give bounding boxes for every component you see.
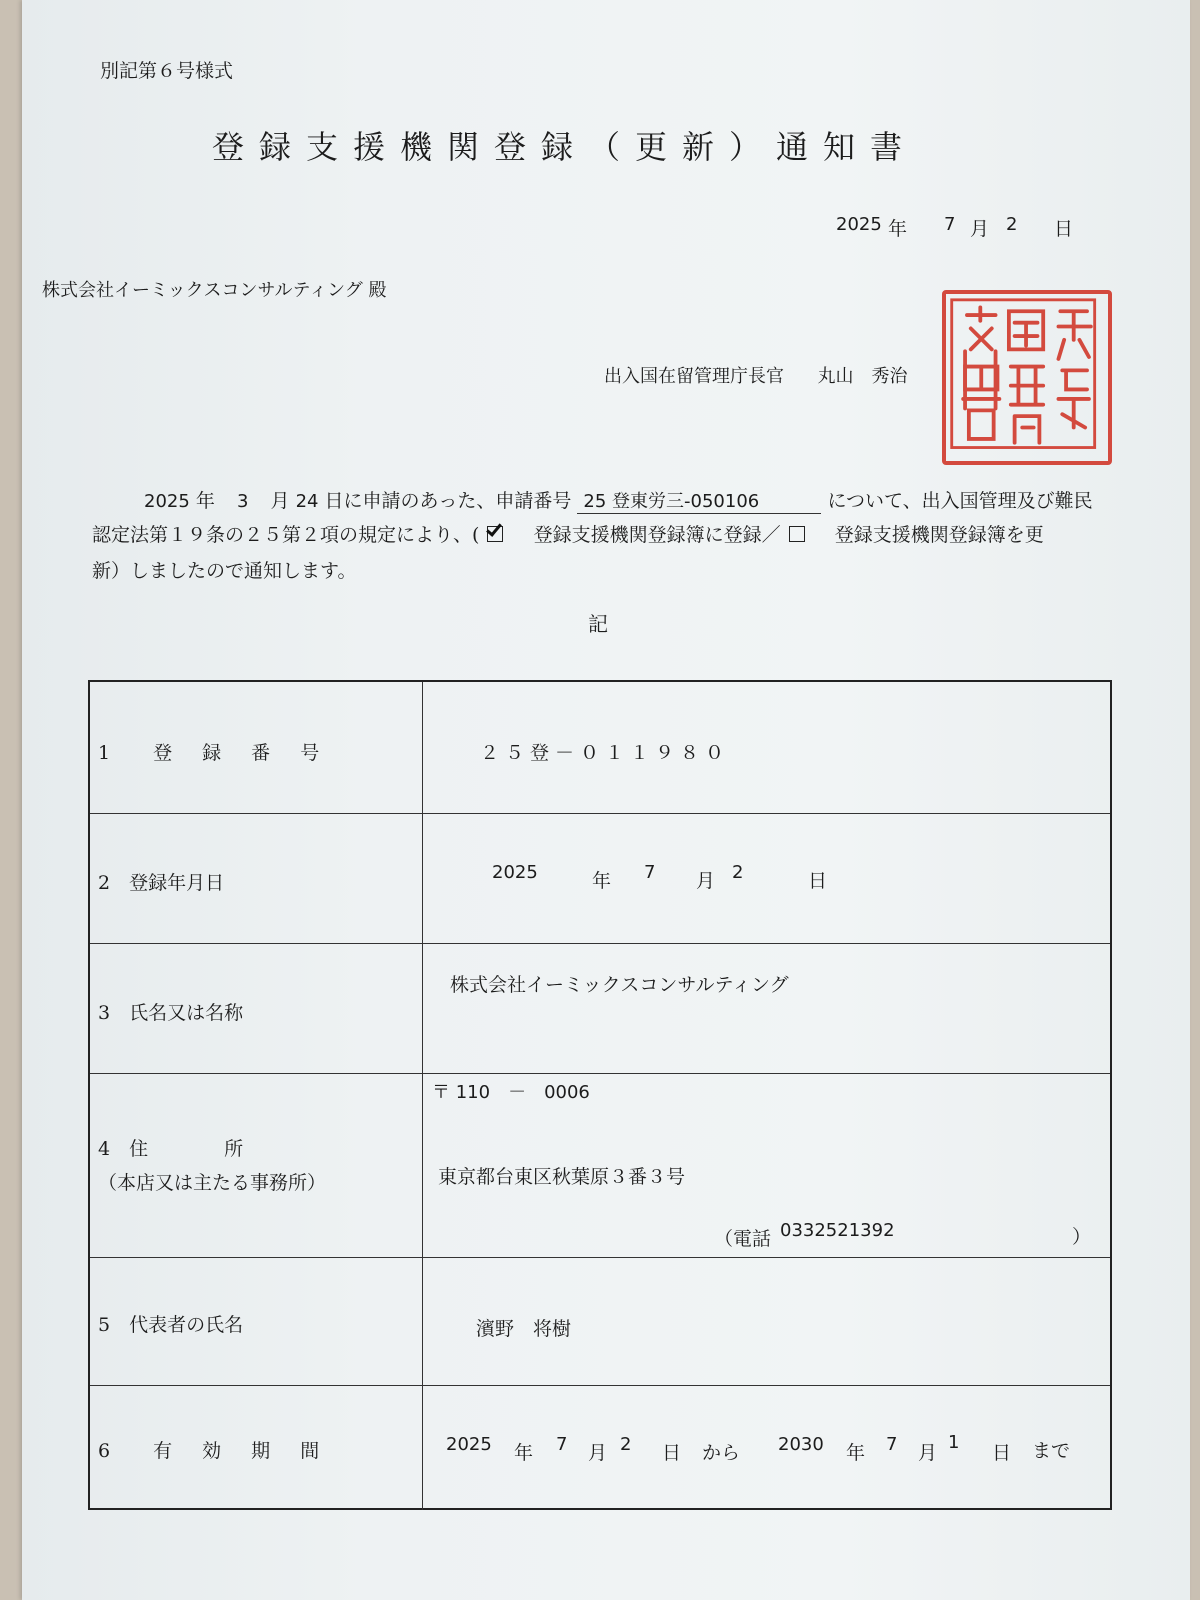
validity-to-month: 7 — [886, 1434, 898, 1455]
validity-to-text: まで — [1032, 1440, 1071, 1462]
validity-from-day: 2 — [620, 1434, 632, 1455]
sender — [604, 362, 907, 388]
table-row — [90, 944, 1110, 1074]
register-checkbox — [487, 526, 503, 542]
row-label: 4 住 所 — [98, 1138, 244, 1160]
document-page — [22, 0, 1190, 1600]
addressee: 株式会社イーミックスコンサルティング 殿 — [42, 280, 387, 301]
application-number: 25 登東労三-050106 — [577, 487, 821, 514]
table-row — [90, 1074, 1110, 1258]
application-month: 3 — [236, 491, 249, 512]
body-line-3: 新）しましたので通知します。 — [92, 560, 357, 582]
option-register: 登録支援機関登録簿に登録／ — [533, 524, 781, 546]
validity-day-unit: 日 — [662, 1442, 682, 1464]
sender-title: 出入国在留管理庁長官 — [604, 366, 784, 387]
body-line-1-end: について、出入国管理及び難民 — [827, 490, 1093, 512]
issue-month: 7 — [944, 214, 956, 235]
registration-month-unit: 月 — [696, 870, 716, 892]
validity-from-text: から — [702, 1442, 741, 1464]
phone-number: 0332521392 — [780, 1220, 895, 1241]
issue-day-unit: 日 — [1054, 218, 1074, 240]
row-label: 6 有 効 期 間 — [98, 1440, 332, 1462]
body-line-1 — [144, 486, 1093, 514]
body-line-2 — [92, 520, 1044, 547]
validity-year-unit: 年 — [514, 1442, 534, 1464]
validity-to-month-unit: 月 — [918, 1442, 938, 1464]
application-year: 2025 — [144, 491, 190, 512]
table-row — [90, 814, 1110, 944]
registration-year: 2025 — [492, 862, 538, 883]
issue-year: 2025 — [836, 214, 882, 235]
representative-name: 濱野 将樹 — [476, 1318, 572, 1340]
row-label: 2 登録年月日 — [98, 872, 225, 894]
row-label: 3 氏名又は名称 — [98, 1002, 244, 1024]
issue-month-unit: 月 — [970, 218, 990, 240]
registration-year-unit: 年 — [592, 870, 612, 892]
option-renew: 登録支援機関登録簿を更 — [834, 524, 1044, 546]
issue-day: 2 — [1006, 214, 1018, 235]
registration-table — [88, 680, 1112, 1510]
registration-day: 2 — [732, 862, 744, 883]
row-label: 5 代表者の氏名 — [98, 1314, 244, 1336]
validity-from-month: 7 — [556, 1434, 568, 1455]
application-day-text: 日に申請のあった、申請番号 — [324, 490, 572, 512]
renew-checkbox — [789, 526, 805, 542]
table-row — [90, 682, 1110, 814]
registration-number: ２５登－０１１９８０ — [480, 742, 731, 764]
validity-to-day: 1 — [948, 1432, 960, 1453]
application-day: 24 — [295, 491, 319, 512]
validity-to-day-unit: 日 — [992, 1442, 1012, 1464]
row-label: 1 登 録 番 号 — [98, 742, 332, 764]
issue-year-unit: 年 — [888, 218, 908, 240]
company-name: 株式会社イーミックスコンサルティング — [450, 974, 789, 996]
body-line-2-start: 認定法第１９条の２５第２項の規定により、( — [92, 524, 480, 546]
application-year-unit: 年 — [195, 490, 215, 512]
postal-code: 〒 110 － 0006 — [432, 1082, 590, 1103]
validity-to-year-unit: 年 — [846, 1442, 866, 1464]
official-seal-icon — [942, 290, 1112, 465]
sender-name: 丸山 秀治 — [817, 366, 908, 387]
address: 東京都台東区秋葉原３番３号 — [438, 1166, 686, 1188]
table-row — [90, 1386, 1110, 1510]
validity-to-year: 2030 — [778, 1434, 824, 1455]
phone-close: ） — [1072, 1226, 1092, 1248]
validity-from-year: 2025 — [446, 1434, 492, 1455]
registration-month: 7 — [644, 862, 656, 883]
application-month-unit: 月 — [270, 490, 290, 512]
row-sublabel: （本店又は主たる事務所） — [98, 1172, 327, 1194]
form-id: 別記第６号様式 — [100, 60, 234, 82]
table-row — [90, 1258, 1110, 1386]
phone-label: （電話 — [714, 1228, 772, 1250]
validity-month-unit: 月 — [588, 1442, 608, 1464]
document-title: 登録支援機関登録（更新）通知書 — [212, 128, 918, 166]
ki-heading: 記 — [588, 612, 608, 636]
registration-day-unit: 日 — [808, 870, 828, 892]
